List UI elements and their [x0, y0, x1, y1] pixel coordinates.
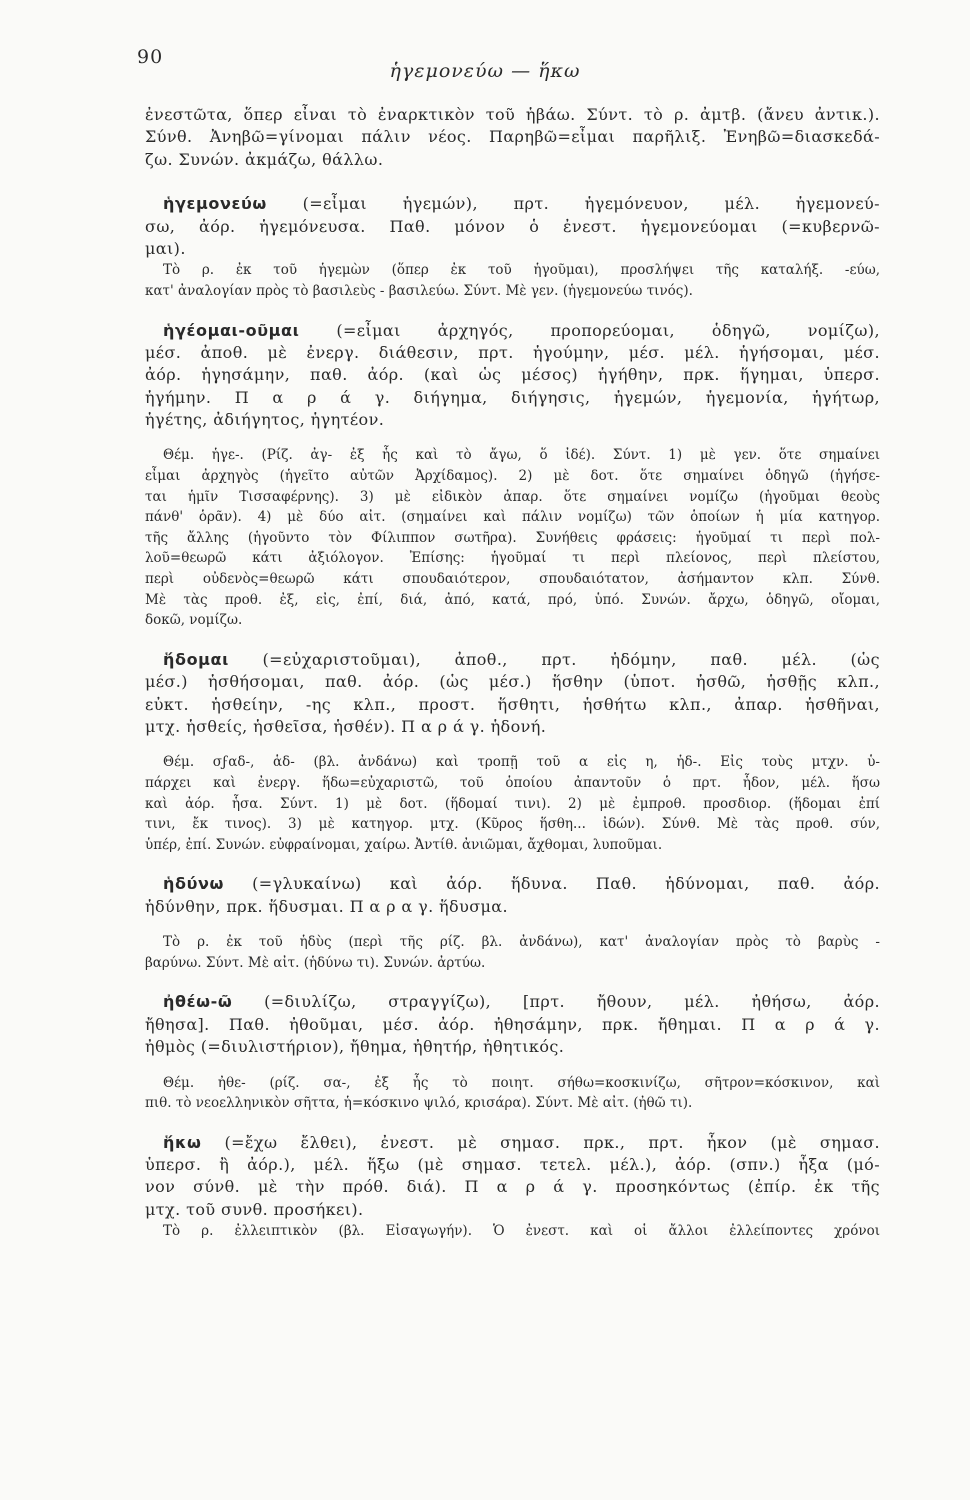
- entry-text: (=εἶμαι ἀρχηγός, προπορεύομαι, ὁδηγῶ, νομίζω),: [299, 320, 880, 340]
- dictionary-body: [145, 104, 880, 1242]
- note-line: λοῦ=θεωρῶ κάτι ἀξιόλογον. Ἐπίσης: ἡγοῦμαί τι περὶ πλείονος, περὶ πλείστου,: [145, 550, 880, 567]
- entry-hegeomai-line: μέσ. ἀποθ. μὲ ἐνεργ. διάθεσιν, πρτ. ἡγούμην, μέσ. μέλ. ἡγήσομαι, μέσ.: [145, 342, 880, 362]
- entry-hegemoneuo-line: σω, ἀόρ. ἡγεμόνευσα. Παθ. μόνον ὁ ἐνεστ. ἡγεμονεύομαι (=κυβερνῶ-: [145, 216, 880, 236]
- headword-hedomai: ἥδομαι: [163, 649, 229, 669]
- entry-hedomai-line: εὐκτ. ἡσθείην, -ης κλπ., προστ. ἥσθητι, ἡσθήτω κλπ., ἀπαρ. ἡσθῆναι,: [145, 694, 880, 714]
- entry-hedyno-line: [145, 873, 880, 895]
- note-line: τῆς ἄλλης (ἡγοῦντο τὸν Φίλιππον σωτῆρα). Συνήθεις φράσεις: ἡγοῦμαί τι περὶ πολ-: [145, 529, 880, 546]
- note-line: Τὸ ρ. ἐκ τοῦ ἡδὺς (περὶ τῆς ρίζ. βλ. ἀνδάνω), κατ' ἀναλογίαν πρὸς τὸ βαρὺς -: [163, 934, 880, 951]
- note-line: εἶμαι ἀρχηγὸς (ἡγεῖτο αὐτῶν Ἀρχίδαμος). 2) μὲ δοτ. ὅτε σημαίνει ὁδηγῶ (ἡγήσε-: [145, 468, 880, 485]
- note-line: Θέμ. σϝαδ-, ἁδ- (βλ. ἀνδάνω) καὶ τροπῇ τοῦ α εἰς η, ἡδ-. Εἰς τοὺς μτχν. ὑ-: [163, 754, 880, 771]
- entry-hegeomai-line: ἡγήμην. Π α ρ ά γ. διήγημα, διήγησις, ἡγεμών, ἡγεμονία, ἡγήτωρ,: [145, 387, 880, 407]
- note-line: Θέμ. ἡγε-. (Ρίζ. ἀγ- ἐξ ἧς καὶ τὸ ἄγω, ὅ ἰδέ). Σύντ. 1) μὲ γεν. ὅτε σημαίνει: [163, 447, 880, 464]
- intro-line: ἐνεστῶτα, ὅπερ εἶναι τὸ ἐναρκτικὸν τοῦ ἡβάω. Σύντ. τὸ ρ. ἀμτβ. (ἄνευ ἀντικ.).: [145, 105, 880, 124]
- entry-etheo-line: ἤθησα]. Παθ. ἠθοῦμαι, μέσ. ἀόρ. ἠθησάμην, πρκ. ἤθημαι. Π α ρ ά γ.: [145, 1014, 880, 1034]
- page-number: 90: [137, 46, 164, 68]
- entry-hegeomai-line: ἡγέτης, ἀδιήγητος, ἡγητέον.: [145, 410, 385, 430]
- entry-text: (=γλυκαίνω) καὶ ἀόρ. ἥδυνα. Παθ. ἡδύνομαι, παθ. ἀόρ.: [224, 874, 880, 894]
- entry-text: (=εὐχαριστοῦμαι), ἀποθ., πρτ. ἡδόμην, παθ. μέλ. (ὡς: [228, 649, 880, 669]
- note-line: βαρύνω. Σύντ. Μὲ αἰτ. (ἡδύνω τι). Συνών. ἀρτύω.: [145, 954, 486, 971]
- note-line: πιθ. τὸ νεοελληνικὸν σῆττα, ἡ=κόσκινο ψιλό, κρισάρα). Σύντ. Μὲ αἰτ. (ἠθῶ τι).: [145, 1095, 693, 1112]
- note-line: τινι, ἔκ τινος). 3) μὲ κατηγορ. μτχ. (Κῦρος ἥσθη... ἰδών). Σύνθ. Μὲ τὰς προθ. σύν,: [145, 816, 880, 833]
- headword-etheo: ἠθέω-ῶ: [163, 992, 233, 1012]
- intro-line: ζω. Συνών. ἀκμάζω, θάλλω.: [145, 149, 384, 169]
- headword-hegeomai: ἡγέομαι-οῦμαι: [163, 320, 300, 340]
- intro-line: Σύνθ. Ἀνηβῶ=γίνομαι πάλιν νέος. Παρηβῶ=εἶμαι παρῆλιξ. Ἐνηβῶ=διασκεδά-: [145, 127, 880, 147]
- entry-text: (=ἔχω ἔλθει), ἐνεστ. μὲ σημασ. πρκ., πρτ. ἧκον (μὲ σημασ.: [201, 1132, 880, 1152]
- entry-hegeomai-line: ἀόρ. ἡγησάμην, παθ. ἀόρ. (καὶ ὡς μέσος) ἡγήθην, πρκ. ἥγημαι, ὑπερσ.: [145, 365, 880, 385]
- entry-hegeomai-line: [145, 320, 880, 342]
- note-line: Θέμ. ἠθε- (ρίζ. σα-, ἐξ ἧς τὸ ποιητ. σήθω=κοσκινίζω, σῆτρον=κόσκινον, καὶ: [163, 1074, 880, 1091]
- note-line: Μὲ τὰς προθ. ἐξ, εἰς, ἐπί, διά, ἀπό, κατά, πρό, ὑπό. Συνών. ἄρχω, ὁδηγῶ, οἴομαι,: [145, 591, 880, 608]
- entry-hedomai-line: [145, 649, 880, 671]
- entry-hegemoneuo-line: μαι).: [145, 238, 186, 258]
- entry-text: (=εἶμαι ἡγεμών), πρτ. ἡγεμόνευον, μέλ. ἡγεμονεύ-: [266, 194, 880, 214]
- entry-hedomai-line: μέσ.) ἡσθήσομαι, παθ. ἀόρ. (ὡς μέσ.) ἥσθην (ὑποτ. ἡσθῶ, ἡσθῇς κλπ.,: [145, 672, 880, 692]
- headword-hegemoneuo: ἡγεμονεύω: [163, 194, 267, 214]
- note-line: περὶ οὐδενὸς=θεωρῶ κάτι σπουδαιότερον, σπουδαιότατον, ἀσήμαντον κλπ. Σύνθ.: [145, 571, 880, 588]
- entry-hedyno-line: ἡδύνθην, πρκ. ἥδυσμαι. Π α ρ α γ. ἥδυσμα.: [145, 896, 509, 916]
- note-line: Τὸ ρ. ἐκ τοῦ ἡγεμὼν (ὅπερ ἐκ τοῦ ἡγοῦμαι), προσλήψει τῆς καταλήξ. -εύω,: [163, 262, 880, 279]
- entry-heko-line: ὑπερσ. ἢ ἀόρ.), μέλ. ἥξω (μὲ σημασ. τετελ. μέλ.), ἀόρ. (σπν.) ἧξα (μό-: [145, 1155, 880, 1175]
- entry-text: (=διυλίζω, στραγγίζω), [πρτ. ἤθουν, μέλ. ἠθήσω, ἀόρ.: [232, 992, 880, 1012]
- entry-hedomai-line: μτχ. ἡσθείς, ἡσθεῖσα, ἡσθέν). Π α ρ ά γ. ἡδονή.: [145, 717, 547, 736]
- note-line: κατ' ἀναλογίαν πρὸς τὸ βασιλεὺς - βασιλεύω. Σύντ. Μὲ γεν. (ἡγεμονεύω τινός).: [145, 282, 693, 299]
- entry-hegemoneuo-line: [145, 193, 880, 215]
- entry-etheo-line: [145, 991, 880, 1013]
- entry-heko-line: [145, 1132, 880, 1154]
- entry-etheo-line: ἠθμὸς (=διυλιστήριον), ἤθημα, ἠθητήρ, ἠθητικός.: [145, 1037, 565, 1057]
- running-head: ἡγεμονεύω — ἥκω: [389, 60, 581, 82]
- note-line: Τὸ ρ. ἐλλειπτικὸν (βλ. Εἰσαγωγήν). Ὁ ἐνεστ. καὶ οἱ ἄλλοι ἐλλείποντες χρόνοι: [163, 1223, 880, 1240]
- note-line: δοκῶ, νομίζω.: [145, 612, 243, 629]
- note-line: ὑπέρ, ἐπί. Συνών. εὐφραίνομαι, χαίρω. Ἀντίθ. ἀνιῶμαι, ἄχθομαι, λυποῦμαι.: [145, 836, 663, 853]
- note-line: πάνθ' ὁρᾶν). 4) μὲ δύο αἰτ. (σημαίνει καὶ πάλιν νομίζω) τῶν ὁποίων ἡ μία κατηγορ.: [145, 509, 880, 526]
- note-line: καὶ ἀόρ. ἧσα. Σύντ. 1) μὲ δοτ. (ἥδομαί τινι). 2) μὲ ἐμπροθ. προσδιορ. (ἥδομαι ἐπί: [145, 795, 880, 812]
- entry-heko-line: μτχ. τοῦ συνθ. προσήκει).: [145, 1199, 364, 1219]
- note-line: πάρχει καὶ ἐνεργ. ἥδω=εὐχαριστῶ, τοῦ ὁποίου ἀπαντοῦν ὁ πρτ. ἧδον, μέλ. ἥσω: [145, 774, 880, 791]
- headword-heko: ἥκω: [163, 1132, 202, 1152]
- note-line: ται ἡμῖν Τισσαφέρνης). 3) μὲ εἰδικὸν ἀπαρ. ὅτε σημαίνει νομίζω (ἡγοῦμαι θεοὺς: [145, 488, 880, 505]
- entry-heko-line: νον σύνθ. μὲ τὴν πρόθ. διά). Π α ρ ά γ. προσηκόντως (ἐπίρ. ἐκ τῆς: [145, 1177, 880, 1197]
- headword-hedyno: ἡδύνω: [163, 874, 224, 894]
